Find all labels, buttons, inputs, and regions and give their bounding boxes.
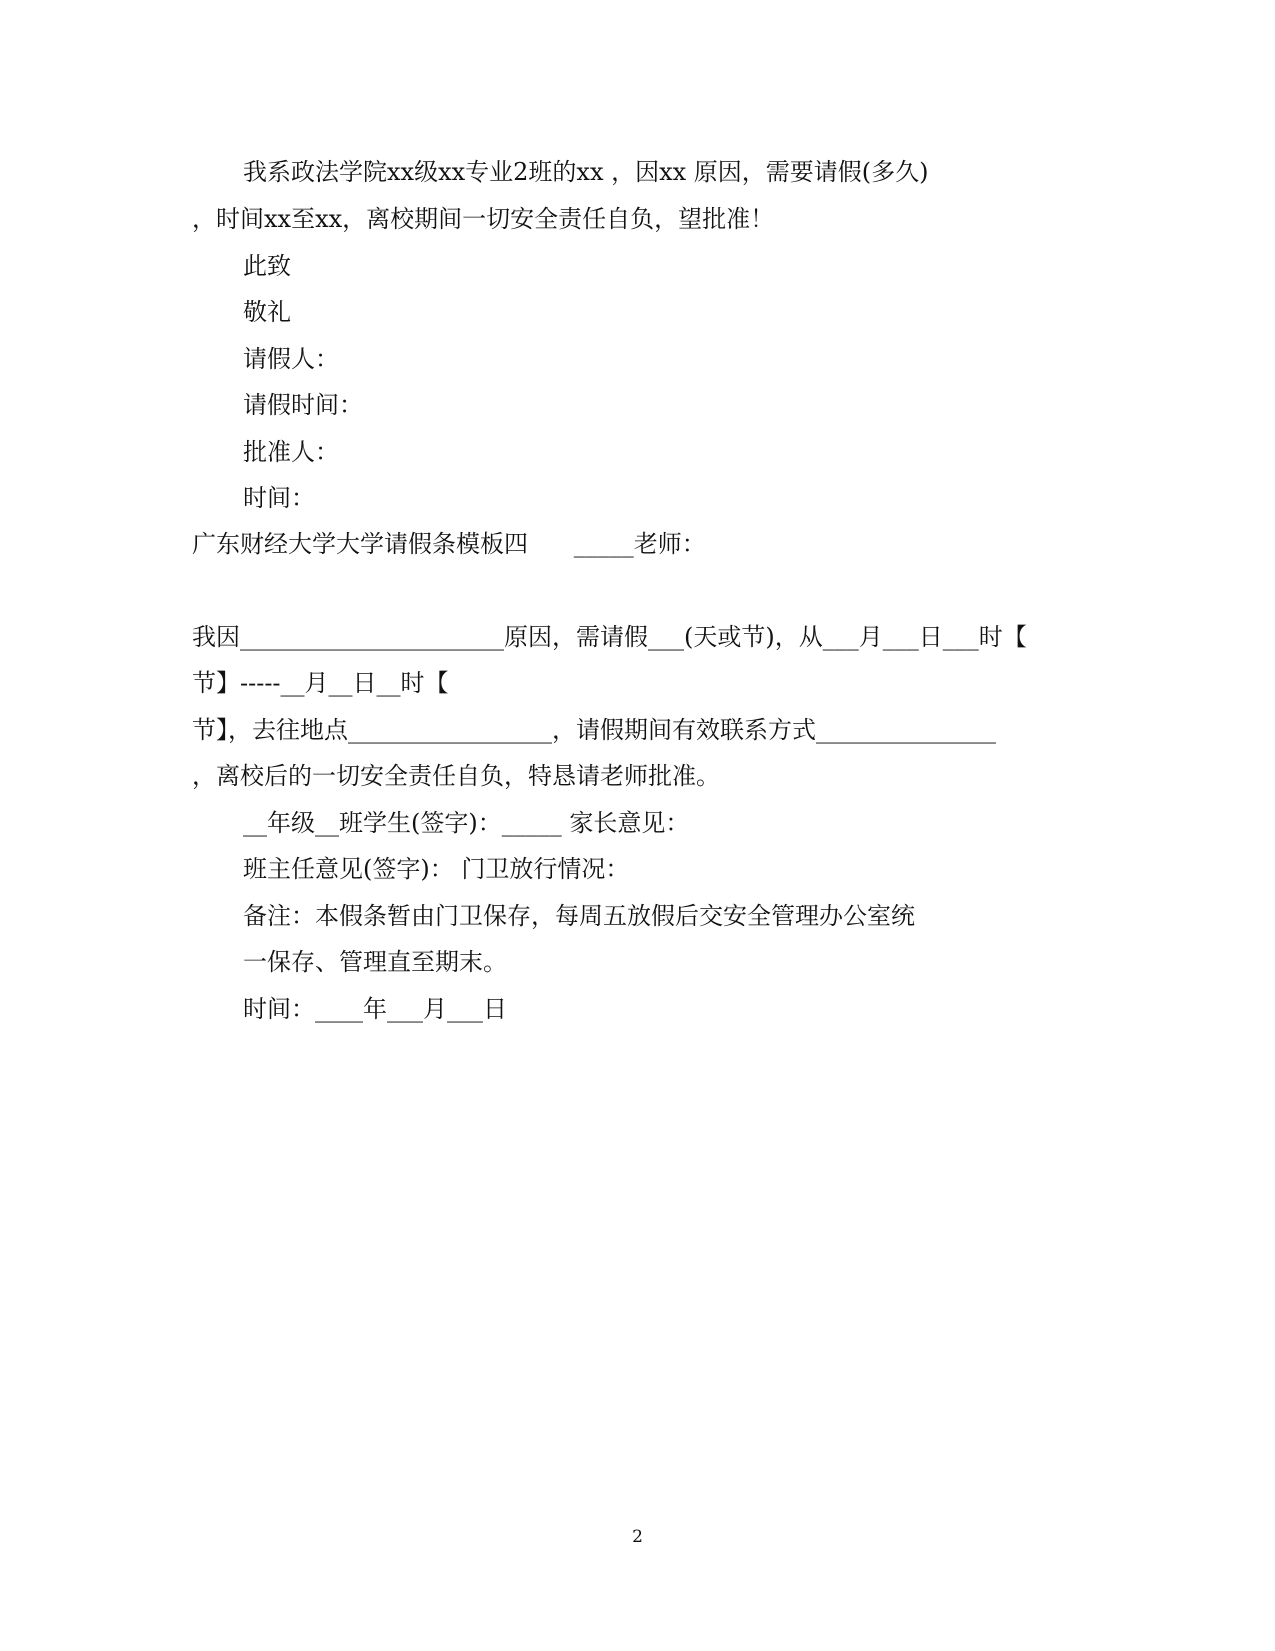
date-line: 时间：____年___月___日 [243,995,507,1023]
page-number: 2 [632,1527,643,1547]
student-signature-line: __年级__班学生(签字)：_____ 家长意见： [243,809,690,837]
salutation-line: 此致 [243,252,291,280]
time-label: 时间： [243,484,315,512]
paragraph-line: 节】-----__月__日__时【 [192,669,449,697]
teacher-opinion-line: 班主任意见(签字)： 门卫放行情况： [243,855,630,883]
paragraph-line: 我因______________________原因，需请假___(天或节)，从___月___日___时【 [192,623,1027,651]
paragraph-line: 节】，去往地点_________________，请假期间有效联系方式_______________ [192,716,996,744]
note-line: 一保存、管理直至期末。 [243,948,507,976]
paragraph-line: 我系政法学院xx级xx专业2班的xx ，因xx 原因，需要请假(多久) [243,158,929,186]
note-line: 备注：本假条暂由门卫保存，每周五放假后交安全管理办公室统 [243,902,915,930]
paragraph-line: ，时间xx至xx，离校期间一切安全责任自负，望批准！ [192,205,775,233]
salutation-line: 敬礼 [243,298,291,326]
applicant-label: 请假人： [243,345,339,373]
leave-time-label: 请假时间： [243,391,363,419]
template-heading: 广东财经大学大学请假条模板四 _____老师： [192,530,706,558]
approver-label: 批准人： [243,438,339,466]
paragraph-line: ，离校后的一切安全责任自负，特恳请老师批准。 [192,762,720,790]
